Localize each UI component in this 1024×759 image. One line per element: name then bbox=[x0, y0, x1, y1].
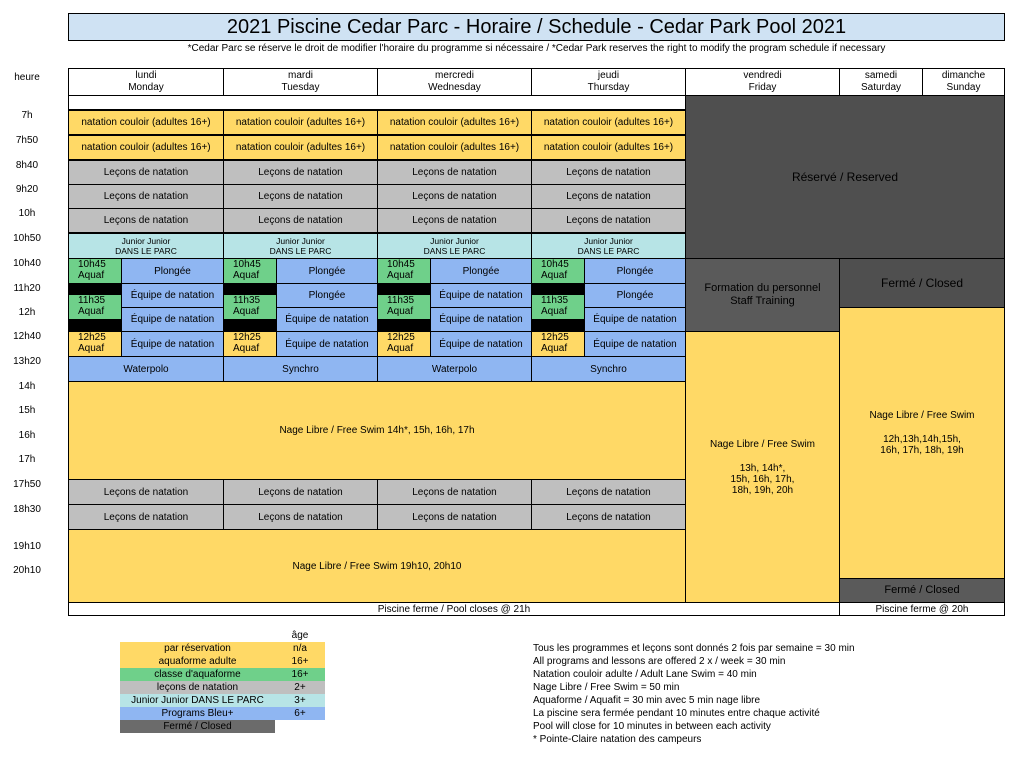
lessons-9h20 bbox=[531, 184, 686, 209]
note-line: Aquaforme / Aquafit = 30 min avec 5 min nage libre bbox=[533, 695, 761, 706]
lessons-17h50-label: Leçons de natation bbox=[258, 486, 343, 498]
lessons-18h30-label: Leçons de natation bbox=[566, 511, 651, 523]
friday-free-swim-title: Nage Libre / Free Swim bbox=[709, 438, 816, 450]
reserved-block bbox=[685, 95, 1005, 259]
legend-age: 16+ bbox=[275, 668, 325, 681]
junior-in-park-line: DANS LE PARC bbox=[423, 246, 486, 256]
lessons-10h bbox=[377, 208, 532, 233]
friday-free-swim-times-2: 15h, 16h, 17h, bbox=[730, 473, 795, 485]
lessons-10h bbox=[223, 208, 378, 233]
legend-swatch bbox=[120, 720, 275, 733]
lane-swim-7h50 bbox=[531, 135, 686, 160]
aquaf-1135-line: 11h35 bbox=[387, 295, 415, 306]
junior-in-park bbox=[377, 233, 532, 259]
legend-age: 16+ bbox=[275, 655, 325, 668]
aquaf-1225 bbox=[531, 331, 585, 357]
aquaf-1225-line: 12h25 bbox=[387, 332, 415, 343]
note-line: Natation couloir adulte / Adult Lane Swim = 40 min bbox=[533, 669, 757, 680]
time-label: 16h bbox=[18, 430, 36, 441]
lane-swim-7h50-label: natation couloir (adultes 16+) bbox=[81, 142, 211, 153]
day-fr: vendredi bbox=[743, 70, 782, 81]
page-subtitle: *Cedar Parc se réserve le droit de modifier l'horaire du programme si nécessaire / *Cedar Park reserves the right to modify the program schedule if necessary bbox=[187, 43, 886, 54]
weekend-free-swim-times-1: 12h,13h,14h,15h, bbox=[883, 434, 961, 445]
lane-swim-7h-label: natation couloir (adultes 16+) bbox=[235, 117, 366, 128]
time-label: 19h10 bbox=[13, 541, 41, 552]
day-fr: mardi bbox=[287, 70, 313, 81]
program-row-2 bbox=[276, 283, 378, 308]
lessons-10h-label: Leçons de natation bbox=[412, 215, 497, 226]
aquaf-1135 bbox=[223, 294, 277, 320]
lessons-9h20-label: Leçons de natation bbox=[566, 191, 651, 202]
day-header-thursday bbox=[531, 68, 686, 96]
lessons-17h50-label: Leçons de natation bbox=[412, 486, 497, 498]
lessons-9h20 bbox=[377, 184, 532, 209]
aquaf-1045 bbox=[377, 258, 431, 284]
lessons-10h bbox=[531, 208, 686, 233]
program-waterpolo bbox=[68, 356, 224, 382]
junior-in-park-line: DANS LE PARC bbox=[269, 246, 332, 256]
program-row-4 bbox=[121, 331, 224, 357]
note-line: Tous les programmes et leçons sont donnés 2 fois par semaine = 30 min bbox=[533, 643, 855, 654]
aquaf-1135-line: Aquaf bbox=[387, 306, 414, 317]
lessons-17h50 bbox=[223, 479, 378, 505]
aquaf-1135-line: Aquaf bbox=[78, 306, 105, 317]
pool-closes-weekend-label: Piscine ferme @ 20h bbox=[875, 603, 969, 615]
closed-block-weekend-evening bbox=[839, 578, 1005, 603]
program-row-4 bbox=[584, 331, 686, 357]
lessons-8h40-label: Leçons de natation bbox=[412, 167, 497, 178]
program-waterpolo-label: Waterpolo bbox=[431, 363, 478, 375]
legend-label: par réservation bbox=[164, 643, 231, 654]
time-label: 7h bbox=[21, 110, 33, 121]
free-swim-afternoon-label: Nage Libre / Free Swim 14h*, 15h, 16h, 17h bbox=[279, 425, 475, 436]
program-row-1 bbox=[430, 258, 532, 284]
lessons-18h30-label: Leçons de natation bbox=[103, 511, 189, 523]
lane-swim-7h50 bbox=[223, 135, 378, 160]
aquaf-1135-line: Aquaf bbox=[541, 306, 568, 317]
lane-swim-7h bbox=[68, 110, 224, 135]
lane-swim-7h50 bbox=[68, 135, 224, 160]
program-row-2-label: Plongée bbox=[616, 290, 654, 301]
time-label: 8h40 bbox=[15, 160, 39, 171]
legend-label: classe d'aquaforme bbox=[154, 669, 241, 680]
lessons-10h-label: Leçons de natation bbox=[566, 215, 651, 226]
time-label: 14h bbox=[18, 381, 36, 392]
day-fr: lundi bbox=[135, 70, 157, 81]
aquaf-1225-line: Aquaf bbox=[233, 343, 260, 354]
legend-age: n/a bbox=[275, 642, 325, 655]
lane-swim-7h-label: natation couloir (adultes 16+) bbox=[81, 117, 211, 128]
junior-in-park bbox=[531, 233, 686, 259]
program-row-4 bbox=[430, 331, 532, 357]
legend-swatch bbox=[120, 681, 275, 694]
time-label: 15h bbox=[18, 405, 36, 416]
lane-swim-7h bbox=[377, 110, 532, 135]
reserved-label: Réservé / Reserved bbox=[791, 169, 899, 184]
time-label: 9h20 bbox=[15, 184, 39, 195]
program-row-3-label: Équipe de natation bbox=[439, 314, 523, 325]
day-en: Wednesday bbox=[428, 82, 481, 93]
staff-training-block bbox=[685, 258, 840, 332]
day-header-tuesday bbox=[223, 68, 378, 96]
day-header-friday bbox=[685, 68, 840, 96]
program-row-1-label: Plongée bbox=[154, 265, 191, 277]
lessons-17h50 bbox=[68, 479, 224, 505]
day-header-sunday bbox=[922, 68, 1005, 96]
aquaf-1045-line: Aquaf bbox=[233, 270, 260, 281]
lessons-18h30 bbox=[531, 504, 686, 530]
legend-label: Fermé / Closed bbox=[163, 721, 232, 732]
program-row-2-label: Plongée bbox=[308, 290, 346, 301]
program-row-1-label: Plongée bbox=[462, 265, 500, 277]
aquaf-1135 bbox=[377, 294, 431, 320]
time-label: 10h50 bbox=[13, 233, 41, 244]
lessons-18h30 bbox=[223, 504, 378, 530]
legend-swatch bbox=[120, 642, 275, 655]
legend-swatch bbox=[120, 694, 275, 707]
program-synchro bbox=[531, 356, 686, 382]
lessons-9h20 bbox=[223, 184, 378, 209]
legend-label: Programs Bleu+ bbox=[161, 708, 234, 719]
program-row-2 bbox=[430, 283, 532, 308]
legend-age: 3+ bbox=[275, 694, 325, 707]
program-waterpolo-label: Waterpolo bbox=[123, 363, 169, 375]
junior-in-park bbox=[68, 233, 224, 259]
aquaf-1045-line: 10h45 bbox=[233, 259, 261, 270]
lessons-10h bbox=[68, 208, 224, 233]
program-row-1 bbox=[584, 258, 686, 284]
program-waterpolo bbox=[377, 356, 532, 382]
note-line: Pool will close for 10 minutes in between each activity bbox=[533, 721, 771, 732]
time-label: 7h50 bbox=[15, 135, 39, 146]
aquaf-1225-line: Aquaf bbox=[541, 343, 568, 354]
program-row-4-label: Équipe de natation bbox=[130, 338, 215, 350]
program-row-1-label: Plongée bbox=[616, 265, 654, 277]
aquaf-1225 bbox=[377, 331, 431, 357]
friday-free-swim-times-1: 13h, 14h*, bbox=[739, 462, 786, 474]
program-row-3-label: Équipe de natation bbox=[593, 314, 677, 325]
aquaf-1045-line: 10h45 bbox=[387, 259, 415, 270]
junior-in-park-line: Junior Junior bbox=[121, 236, 171, 246]
day-en: Friday bbox=[748, 82, 777, 93]
aquaf-1045 bbox=[531, 258, 585, 284]
friday-free-swim-times-3: 18h, 19h, 20h bbox=[731, 484, 794, 496]
time-label: 17h bbox=[18, 454, 36, 465]
program-row-2 bbox=[584, 283, 686, 308]
free-swim-afternoon bbox=[68, 381, 686, 480]
program-row-4-label: Équipe de natation bbox=[593, 338, 677, 350]
lessons-18h30-label: Leçons de natation bbox=[412, 511, 497, 523]
program-synchro-label: Synchro bbox=[590, 363, 627, 375]
time-label: 17h50 bbox=[13, 479, 41, 490]
staff-training-en: Staff Training bbox=[730, 295, 795, 307]
day-header-wednesday bbox=[377, 68, 532, 96]
lessons-17h50-label: Leçons de natation bbox=[566, 486, 651, 498]
lessons-9h20-label: Leçons de natation bbox=[103, 191, 189, 202]
lane-swim-7h-label: natation couloir (adultes 16+) bbox=[389, 117, 520, 128]
time-label: 10h40 bbox=[13, 258, 41, 269]
day-en: Sunday bbox=[946, 82, 981, 93]
program-row-4 bbox=[276, 331, 378, 357]
day-fr: mercredi bbox=[435, 70, 474, 81]
pool-closes-weekend bbox=[839, 602, 1005, 616]
time-label: 18h30 bbox=[13, 504, 41, 515]
aquaf-1225-line: 12h25 bbox=[233, 332, 261, 343]
time-header: heure bbox=[14, 72, 40, 83]
day-en: Monday bbox=[128, 82, 164, 93]
lessons-8h40 bbox=[223, 160, 378, 185]
lane-swim-7h-label: natation couloir (adultes 16+) bbox=[543, 117, 674, 128]
lane-swim-7h bbox=[223, 110, 378, 135]
closed-evening-label: Fermé / Closed bbox=[884, 584, 960, 596]
program-row-1 bbox=[121, 258, 224, 284]
time-label: 12h bbox=[18, 307, 36, 318]
program-row-3 bbox=[584, 307, 686, 332]
program-row-1 bbox=[276, 258, 378, 284]
weekend-free-swim bbox=[839, 307, 1005, 579]
program-row-3 bbox=[276, 307, 378, 332]
aquaf-1045-line: Aquaf bbox=[541, 270, 568, 281]
legend-age: 2+ bbox=[275, 681, 325, 694]
aquaf-1135-line: 11h35 bbox=[78, 295, 106, 306]
weekend-free-swim-times-2: 16h, 17h, 18h, 19h bbox=[880, 445, 964, 456]
aquaf-1135-line: 11h35 bbox=[233, 295, 261, 306]
program-row-4-label: Équipe de natation bbox=[285, 338, 369, 350]
junior-in-park-line: Junior Junior bbox=[584, 236, 633, 246]
aquaf-1225-line: Aquaf bbox=[78, 343, 105, 354]
program-synchro bbox=[223, 356, 378, 382]
note-line: * Pointe-Claire natation des campeurs bbox=[533, 734, 702, 745]
friday-free-swim bbox=[685, 331, 840, 603]
lane-swim-7h bbox=[531, 110, 686, 135]
program-row-2 bbox=[121, 283, 224, 308]
aquaf-1045-line: 10h45 bbox=[78, 259, 106, 270]
junior-in-park-line: DANS LE PARC bbox=[115, 246, 177, 256]
lessons-9h20-label: Leçons de natation bbox=[258, 191, 343, 202]
lessons-17h50-label: Leçons de natation bbox=[103, 486, 189, 498]
free-swim-evening-label: Nage Libre / Free Swim 19h10, 20h10 bbox=[292, 560, 462, 572]
lessons-8h40 bbox=[377, 160, 532, 185]
day-header-saturday bbox=[839, 68, 923, 96]
note-line: All programs and lessons are offered 2 x / week = 30 min bbox=[533, 656, 786, 667]
legend-label: aquaforme adulte bbox=[158, 656, 237, 667]
lessons-9h20 bbox=[68, 184, 224, 209]
legend-swatch bbox=[120, 707, 275, 720]
aquaf-1225-line: 12h25 bbox=[541, 332, 569, 343]
legend-label: leçons de natation bbox=[156, 682, 239, 693]
weekend-free-swim-title: Nage Libre / Free Swim bbox=[869, 410, 975, 421]
aquaf-1135-line: 11h35 bbox=[541, 295, 569, 306]
aquaf-1045 bbox=[68, 258, 122, 284]
legend-swatch bbox=[120, 668, 275, 681]
legend-age: 6+ bbox=[275, 707, 325, 720]
legend-age bbox=[275, 720, 325, 733]
lessons-8h40-label: Leçons de natation bbox=[103, 167, 189, 178]
day-en: Thursday bbox=[587, 82, 630, 93]
day-fr: dimanche bbox=[941, 70, 986, 81]
junior-in-park bbox=[223, 233, 378, 259]
legend-swatch bbox=[120, 655, 275, 668]
junior-in-park-line: Junior Junior bbox=[276, 236, 325, 246]
aquaf-1225-line: Aquaf bbox=[387, 343, 414, 354]
staff-training-fr: Formation du personnel bbox=[704, 282, 821, 294]
time-label: 20h10 bbox=[13, 565, 41, 576]
program-row-3-label: Équipe de natation bbox=[130, 314, 215, 325]
program-synchro-label: Synchro bbox=[282, 363, 319, 375]
note-line: Nage Libre / Free Swim = 50 min bbox=[533, 682, 680, 693]
program-row-2-label: Équipe de natation bbox=[439, 290, 523, 301]
aquaf-1045-line: Aquaf bbox=[78, 270, 105, 281]
junior-in-park-line: Junior Junior bbox=[430, 236, 479, 246]
day-fr: samedi bbox=[864, 70, 898, 81]
day-fr: jeudi bbox=[597, 70, 620, 81]
lessons-17h50 bbox=[377, 479, 532, 505]
page-title: 2021 Piscine Cedar Parc - Horaire / Schedule - Cedar Park Pool 2021 bbox=[68, 13, 1005, 41]
program-row-3-label: Équipe de natation bbox=[285, 314, 369, 325]
lane-swim-7h50-label: natation couloir (adultes 16+) bbox=[389, 142, 520, 153]
pool-closes-weekday-label: Piscine ferme / Pool closes @ 21h bbox=[377, 603, 531, 615]
aquaf-1045-line: Aquaf bbox=[387, 270, 414, 281]
day-header-monday bbox=[68, 68, 224, 96]
time-label: 11h20 bbox=[13, 283, 41, 294]
aquaf-1225 bbox=[223, 331, 277, 357]
program-row-4-label: Équipe de natation bbox=[439, 338, 523, 350]
time-label: 10h bbox=[18, 208, 36, 219]
aquaf-1135-line: Aquaf bbox=[233, 306, 260, 317]
lessons-10h-label: Leçons de natation bbox=[103, 215, 189, 226]
note-line: La piscine sera fermée pendant 10 minutes entre chaque activité bbox=[533, 708, 820, 719]
legend-age-header: âge bbox=[291, 630, 309, 641]
lessons-18h30-label: Leçons de natation bbox=[258, 511, 343, 523]
junior-in-park-line: DANS LE PARC bbox=[577, 246, 640, 256]
program-row-3 bbox=[121, 307, 224, 332]
day-en: Saturday bbox=[860, 82, 902, 93]
pool-closes-weekday bbox=[68, 602, 840, 616]
time-label: 12h40 bbox=[13, 331, 41, 342]
time-label: 13h20 bbox=[13, 356, 41, 367]
aquaf-1135 bbox=[531, 294, 585, 320]
lessons-18h30 bbox=[377, 504, 532, 530]
aquaf-1225-line: 12h25 bbox=[78, 332, 106, 343]
day-en: Tuesday bbox=[281, 82, 320, 93]
aquaf-1045-line: 10h45 bbox=[541, 259, 569, 270]
free-swim-evening bbox=[68, 529, 686, 603]
legend-label: Junior Junior DANS LE PARC bbox=[131, 695, 264, 706]
spacer-row bbox=[68, 95, 686, 110]
lessons-17h50 bbox=[531, 479, 686, 505]
closed-label: Fermé / Closed bbox=[880, 275, 964, 290]
closed-block-weekend bbox=[839, 258, 1005, 308]
aquaf-1045 bbox=[223, 258, 277, 284]
lane-swim-7h50-label: natation couloir (adultes 16+) bbox=[543, 142, 674, 153]
lane-swim-7h50-label: natation couloir (adultes 16+) bbox=[235, 142, 366, 153]
lessons-10h-label: Leçons de natation bbox=[258, 215, 343, 226]
program-row-3 bbox=[430, 307, 532, 332]
lessons-18h30 bbox=[68, 504, 224, 530]
program-row-1-label: Plongée bbox=[308, 265, 346, 277]
lessons-8h40 bbox=[531, 160, 686, 185]
aquaf-1225 bbox=[68, 331, 122, 357]
lessons-8h40-label: Leçons de natation bbox=[258, 167, 343, 178]
lessons-8h40 bbox=[68, 160, 224, 185]
lane-swim-7h50 bbox=[377, 135, 532, 160]
program-row-2-label: Équipe de natation bbox=[130, 290, 215, 301]
lessons-9h20-label: Leçons de natation bbox=[412, 191, 497, 202]
lessons-8h40-label: Leçons de natation bbox=[566, 167, 651, 178]
aquaf-1135 bbox=[68, 294, 122, 320]
